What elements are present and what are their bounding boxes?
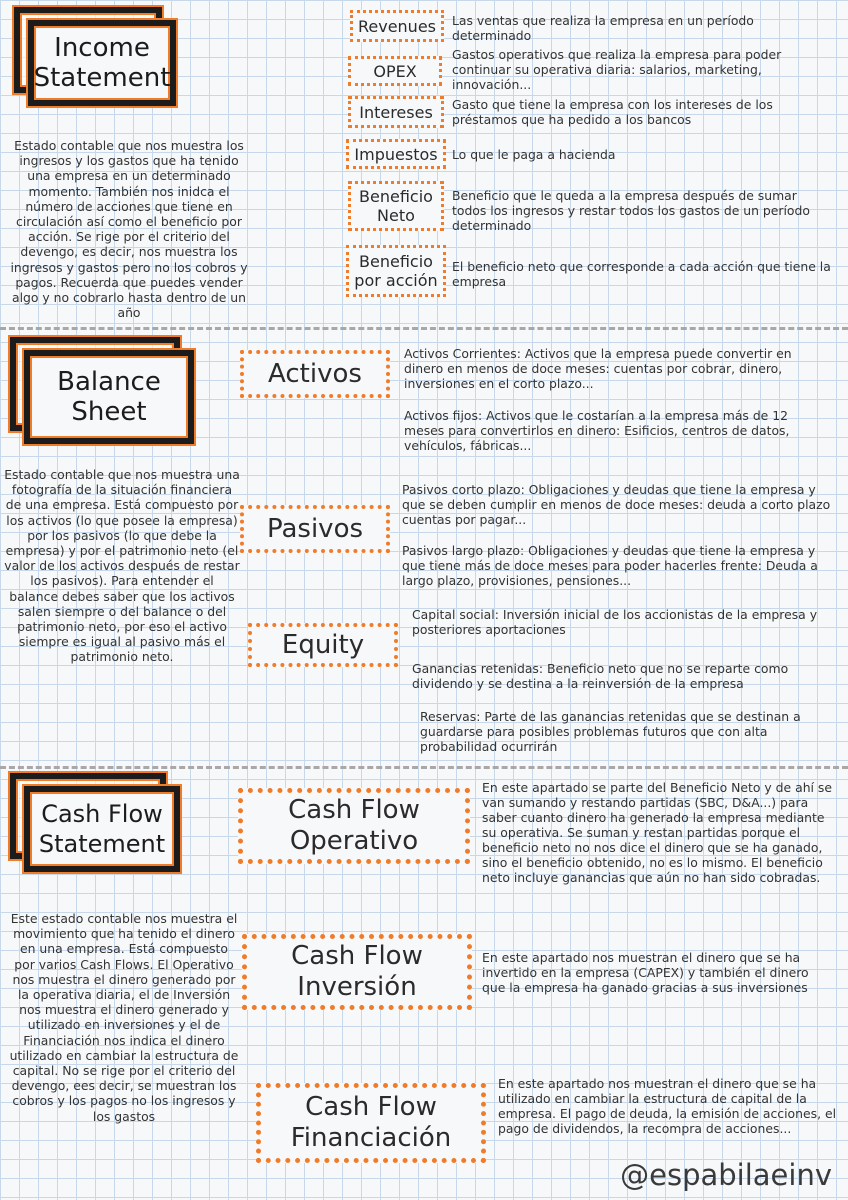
section-divider — [0, 327, 848, 330]
text-revenues: Las ventas que realiza la empresa en un período determinado — [452, 13, 754, 43]
text-pasivos-largo: Pasivos largo plazo: Obligaciones y deudas que tiene la empresa y que tiene más de doce meses para poder hacerles frente: Deuda a largo plazo, provisiones, pensiones... — [402, 543, 818, 588]
label-cash-flow-inversion: Cash Flow Inversión — [242, 934, 472, 1010]
label-activos: Activos — [240, 350, 390, 398]
text-opex: Gastos operativos que realiza la empresa para poder continuar su operativa diaria: salarios, marketing, innovación... — [452, 47, 782, 92]
label-impuestos: Impuestos — [346, 139, 446, 169]
text-cash-flow-financiacion: En este apartado nos muestran el dinero que se ha utilizado en cambiar la estructura de capital de la empresa. El pago de deuda, la emisión de acciones, el pago de dividendos, la recompra de acciones... — [498, 1076, 837, 1136]
section-divider — [0, 766, 848, 769]
text-activos-corrientes: Activos Corrientes: Activos que la empresa puede convertir en dinero en menos de doce meses: cuentas por cobrar, dinero, inversiones en el corto plazo... — [404, 346, 792, 391]
label-intereses: Intereses — [348, 96, 444, 128]
balance-sheet-title: Balance Sheet — [57, 367, 161, 427]
label-cash-flow-operativo: Cash Flow Operativo — [238, 788, 470, 864]
text-impuestos: Lo que le paga a hacienda — [452, 147, 616, 162]
label-revenues: Revenues — [350, 10, 444, 42]
cash-flow-title-frame — [24, 786, 180, 872]
balance-sheet-description: Estado contable que nos muestra una fotografía de la situación financiera de una empresa. Está compuesto por los activos (lo que posee la empresa) por los pasivos (lo que debe la empresa) y por el patrimonio neto (el valor de los activos después de restar los pasivos). Para entender el balance debes saber que los activos salen siempre o del balance o del patrimonio neto, por eso el activo siempre es igual al pasivo más el patrimonio neto. — [4, 467, 240, 665]
cash-flow-title: Cash Flow Statement — [38, 800, 166, 858]
text-cash-flow-operativo: En este apartado se parte del Beneficio Neto y de ahí se van sumando y restando partidas (SBC, D&A...) para saber cuanto dinero ha generado la empresa mediante su operativa. Se suman y restan partidas porque el beneficio neto no nos dice el dinero que se ha ganado, sino el beneficio obtenido, no es lo mismo. El beneficio neto incluye ganancias que aún no han sido cobradas. — [482, 780, 833, 885]
balance-sheet-title-frame — [24, 350, 194, 444]
income-statement-description: Estado contable que nos muestra los ingresos y los gastos que ha tenido una empresa en un determinado momento. También nos inidca el número de acciones que tiene en circulación así como el beneficio por acción. Se rige por el criterio del devengo, es decir, nos muestra los ingresos y gastos pero no los cobros y pagos. Recuerda que puedes vender algo y no cobrarlo hasta dentro de un año — [10, 138, 248, 321]
label-opex: OPEX — [348, 56, 442, 86]
label-beneficio-neto: Beneficio Neto — [348, 181, 444, 231]
text-pasivos-corto: Pasivos corto plazo: Obligaciones y deudas que tiene la empresa y que se deben cumplir en menos de doce meses: deuda a corto plazo cuentas por pagar... — [402, 482, 831, 527]
label-cash-flow-financiacion: Cash Flow Financiación — [256, 1083, 486, 1163]
text-capital-social: Capital social: Inversión inicial de los accionistas de la empresa y posteriores aportaciones — [412, 607, 818, 637]
label-equity: Equity — [248, 623, 398, 667]
text-cash-flow-inversion: En este apartado nos muestran el dinero que se ha invertido en la empresa (CAPEX) y también el dinero que la empresa ha ganado gracias a sus inversiones — [482, 950, 809, 995]
income-statement-title-frame — [28, 20, 176, 106]
author-handle: @espabilaeinv — [620, 1158, 832, 1192]
label-beneficio-por-accion: Beneficio por acción — [346, 245, 446, 297]
text-beneficio-por-accion: El beneficio neto que corresponde a cada acción que tiene la empresa — [452, 259, 831, 289]
text-beneficio-neto: Beneficio que le queda a la empresa después de sumar todos los ingresos y restar todos los gastos de un período determinado — [452, 188, 810, 233]
text-ganancias-retenidas: Ganancias retenidas: Beneficio neto que no se reparte como dividendo y se destina a la reinversión de la empresa — [412, 661, 789, 691]
text-activos-fijos: Activos fijos: Activos que le costarían a la empresa más de 12 meses para convertirlos en dinero: Esificios, centros de datos, vehículos, fábricas... — [404, 408, 790, 453]
cash-flow-description: Este estado contable nos muestra el movimiento que ha tenido el dinero en una empresa. Está compuesto por varios Cash Flows. El Operativo nos muestra el dinero generado por la operativa diaria, el de Inversión nos muestra el dinero generado y utilizado en inversiones y el de Financiación nos indica el dinero utilizado en cambiar la estructura de capital. No se rige por el criterio del devengo, ees decir, se muestran los cobros y los pagos no los ingresos y los gastos — [9, 911, 239, 1124]
income-statement-title: Income Statement — [33, 33, 171, 93]
text-reservas: Reservas: Parte de las ganancias retenidas que se destinan a guardarse para posibles problemas futuros que con alta probabilidad ocurrirán — [420, 709, 801, 754]
text-intereses: Gasto que tiene la empresa con los intereses de los préstamos que ha pedido a los bancos — [452, 97, 773, 127]
label-pasivos: Pasivos — [240, 505, 390, 553]
